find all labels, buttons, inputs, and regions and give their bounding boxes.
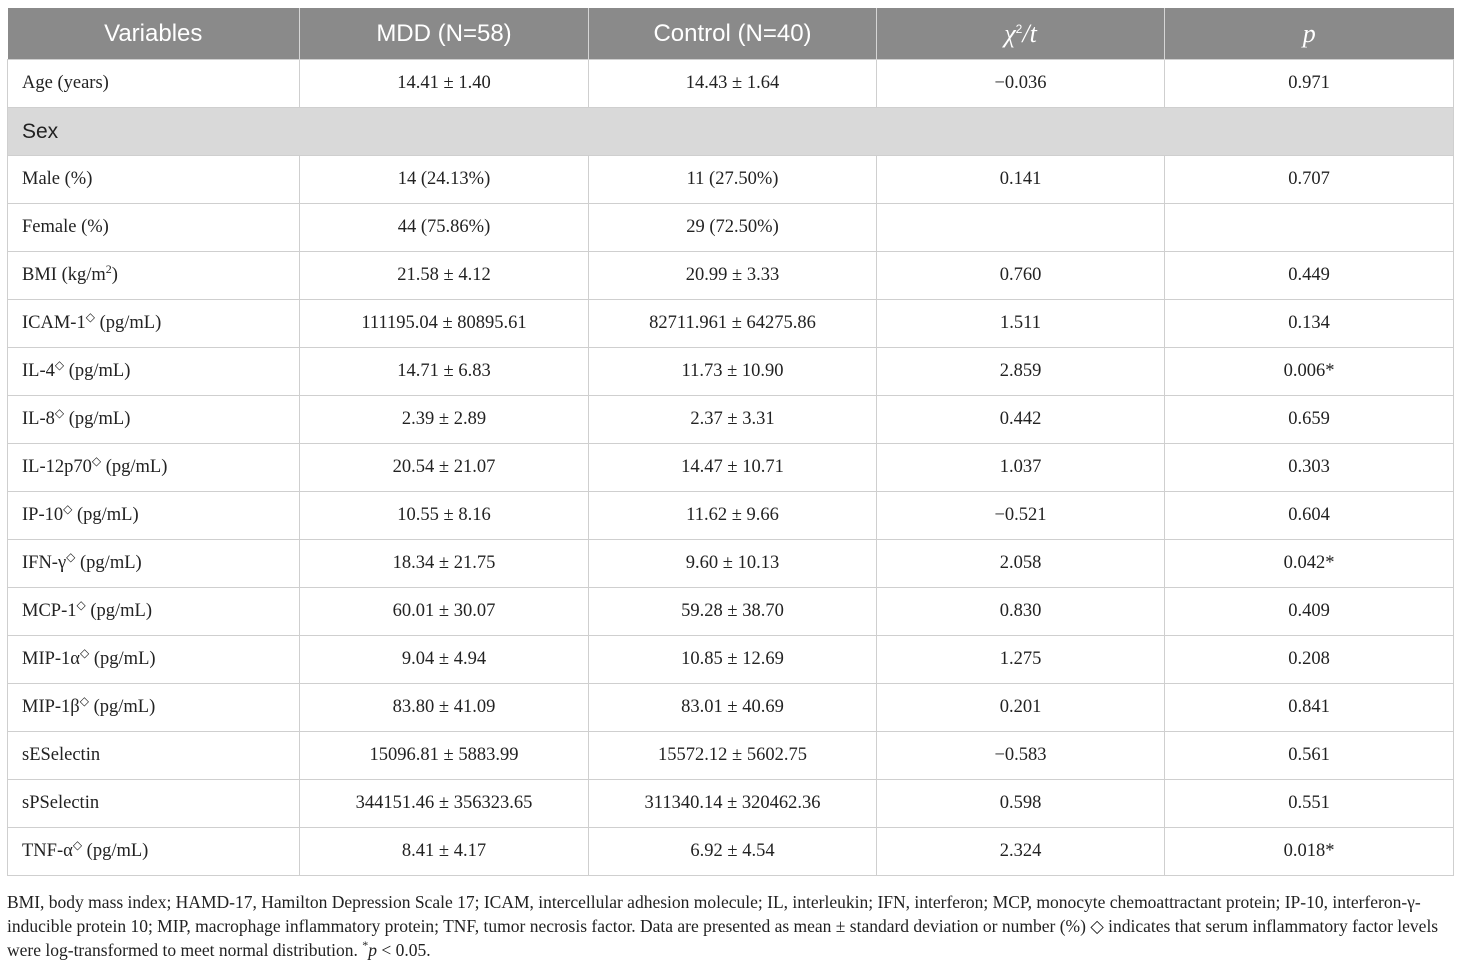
variable-name: sESelectin (22, 745, 101, 765)
cell-control: 9.60 ± 10.13 (589, 540, 877, 588)
header-row (8, 8, 1454, 60)
variable-name: BMI (kg/m (22, 265, 106, 285)
cell-p-value: 0.303 (1165, 444, 1454, 492)
variable-name: MIP-1α (22, 649, 81, 669)
cell-control: 83.01 ± 40.69 (589, 684, 877, 732)
cell-control: 59.28 ± 38.70 (589, 588, 877, 636)
cell-control: 10.85 ± 12.69 (589, 636, 877, 684)
cell-mdd: 8.41 ± 4.17 (300, 828, 589, 876)
cell-p-value: 0.208 (1165, 636, 1454, 684)
cell-mdd: 9.04 ± 4.94 (300, 636, 589, 684)
cell-p-value (1165, 204, 1454, 252)
cell-control: 15572.12 ± 5602.75 (589, 732, 877, 780)
cell-variable (8, 300, 300, 348)
cell-mdd: 15096.81 ± 5883.99 (300, 732, 589, 780)
variable-name: IL-4 (22, 361, 55, 381)
cell-p-value: 0.006* (1165, 348, 1454, 396)
header-chi-rest: /t (1022, 18, 1037, 48)
cell-mdd: 2.39 ± 2.89 (300, 396, 589, 444)
header-chi-symbol: χ (1004, 18, 1016, 48)
cell-variable (8, 588, 300, 636)
table-row (8, 780, 1454, 828)
cell-mdd: 111195.04 ± 80895.61 (300, 300, 589, 348)
cell-mdd: 14 (24.13%) (300, 156, 589, 204)
cell-statistic: −0.036 (877, 60, 1165, 108)
header-control: Control (N=40) (589, 8, 877, 60)
variable-name: ICAM-1 (22, 313, 86, 333)
variable-superscript: ◇ (66, 549, 76, 564)
section-row (8, 108, 1454, 156)
cell-statistic: −0.583 (877, 732, 1165, 780)
cell-p-value: 0.604 (1165, 492, 1454, 540)
cell-p-value: 0.018* (1165, 828, 1454, 876)
table-row (8, 732, 1454, 780)
header-chi-exponent: 2 (1015, 21, 1023, 36)
cell-variable (8, 780, 300, 828)
cell-statistic: 0.830 (877, 588, 1165, 636)
variable-name: Male (%) (22, 169, 93, 189)
cell-mdd: 14.41 ± 1.40 (300, 60, 589, 108)
table-row (8, 204, 1454, 252)
results-table-container (7, 8, 1453, 876)
header-p-label: p (1302, 18, 1316, 48)
variable-superscript: ◇ (54, 357, 65, 372)
variable-unit: (pg/mL) (82, 841, 149, 861)
cell-control: 11.73 ± 10.90 (589, 348, 877, 396)
cell-variable (8, 828, 300, 876)
cell-control: 6.92 ± 4.54 (589, 828, 877, 876)
cell-control: 29 (72.50%) (589, 204, 877, 252)
cell-p-value: 0.409 (1165, 588, 1454, 636)
cell-variable (8, 348, 300, 396)
footnote-threshold: < 0.05. (377, 940, 431, 960)
footnote-text: BMI, body mass index; HAMD-17, Hamilton Depression Scale 17; ICAM, intercellular adhesion molecule; IL, interleukin; IFN, interferon; MCP, monocyte chemoattractant protein; IP-10, interferon-γ-inducible protein 10; MIP, macrophage inflammatory protein; TNF, tumor necrosis factor. Data are presented as mean ± standard deviation or number (%) ◇ indicates that serum inflammatory factor levels were log-transformed to meet normal distribution. (7, 892, 1439, 960)
table-row (8, 636, 1454, 684)
cell-p-value: 0.707 (1165, 156, 1454, 204)
cell-mdd: 21.58 ± 4.12 (300, 252, 589, 300)
variable-name: IL-12p70 (22, 457, 92, 477)
table-row (8, 492, 1454, 540)
cell-variable (8, 204, 300, 252)
cell-variable (8, 60, 300, 108)
cell-mdd: 83.80 ± 41.09 (300, 684, 589, 732)
table-row (8, 396, 1454, 444)
variable-name: Age (years) (22, 73, 109, 93)
cell-variable (8, 396, 300, 444)
cell-statistic: −0.521 (877, 492, 1165, 540)
footnote-star: * (362, 938, 369, 953)
variable-unit: (pg/mL) (75, 553, 142, 573)
cell-statistic: 0.201 (877, 684, 1165, 732)
cell-p-value: 0.971 (1165, 60, 1454, 108)
header-variables: Variables (8, 8, 300, 60)
header-mdd: MDD (N=58) (300, 8, 589, 60)
table-row (8, 588, 1454, 636)
cell-statistic (877, 204, 1165, 252)
variable-superscript: ◇ (54, 405, 65, 420)
cell-statistic: 0.598 (877, 780, 1165, 828)
cell-control: 11.62 ± 9.66 (589, 492, 877, 540)
variable-superscript: ◇ (85, 309, 95, 324)
variable-name: MCP-1 (22, 601, 77, 621)
variable-superscript: 2 (105, 261, 112, 276)
cell-control: 14.47 ± 10.71 (589, 444, 877, 492)
cell-variable (8, 444, 300, 492)
cell-control: 2.37 ± 3.31 (589, 396, 877, 444)
cell-statistic: 1.275 (877, 636, 1165, 684)
cell-p-value: 0.551 (1165, 780, 1454, 828)
variable-name: IL-8 (22, 409, 55, 429)
variable-name: MIP-1β (22, 697, 80, 717)
cell-control: 20.99 ± 3.33 (589, 252, 877, 300)
variable-unit: (pg/mL) (89, 649, 156, 669)
cell-variable (8, 732, 300, 780)
cell-variable (8, 540, 300, 588)
variable-superscript: ◇ (79, 693, 89, 708)
header-statistic (877, 8, 1165, 60)
cell-statistic: 1.037 (877, 444, 1165, 492)
cell-statistic: 1.511 (877, 300, 1165, 348)
table-row (8, 252, 1454, 300)
variable-name: TNF-α (22, 841, 73, 861)
cell-control: 311340.14 ± 320462.36 (589, 780, 877, 828)
cell-p-value: 0.042* (1165, 540, 1454, 588)
cell-mdd: 44 (75.86%) (300, 204, 589, 252)
variable-unit: (pg/mL) (64, 361, 131, 381)
variable-unit: (pg/mL) (88, 697, 156, 717)
table-row (8, 156, 1454, 204)
cell-mdd: 20.54 ± 21.07 (300, 444, 589, 492)
table-row (8, 60, 1454, 108)
cell-statistic: 0.141 (877, 156, 1165, 204)
cell-p-value: 0.841 (1165, 684, 1454, 732)
cell-mdd: 60.01 ± 30.07 (300, 588, 589, 636)
cell-mdd: 344151.46 ± 356323.65 (300, 780, 589, 828)
cell-statistic: 0.442 (877, 396, 1165, 444)
variable-unit: (pg/mL) (101, 457, 168, 477)
variable-superscript: ◇ (63, 501, 73, 516)
cell-p-value: 0.449 (1165, 252, 1454, 300)
cell-control: 82711.961 ± 64275.86 (589, 300, 877, 348)
table-row (8, 348, 1454, 396)
variable-unit: (pg/mL) (85, 601, 153, 621)
variable-superscript: ◇ (76, 597, 86, 612)
footnote-p: p (368, 940, 378, 960)
table-row (8, 684, 1454, 732)
cell-statistic: 2.324 (877, 828, 1165, 876)
cell-variable (8, 156, 300, 204)
variable-name: IFN-γ (22, 553, 67, 573)
cell-p-value: 0.561 (1165, 732, 1454, 780)
cell-statistic: 2.058 (877, 540, 1165, 588)
table-footnote (7, 890, 1453, 962)
cell-p-value: 0.659 (1165, 396, 1454, 444)
table-row (8, 828, 1454, 876)
table-body (8, 60, 1454, 876)
variable-unit: ) (111, 265, 118, 285)
table-row (8, 444, 1454, 492)
variable-unit: (pg/mL) (94, 313, 162, 333)
variable-superscript: ◇ (91, 453, 102, 468)
variable-unit: (pg/mL) (64, 409, 131, 429)
cell-mdd: 10.55 ± 8.16 (300, 492, 589, 540)
section-label: Sex (8, 108, 1454, 156)
cell-control: 14.43 ± 1.64 (589, 60, 877, 108)
cell-variable (8, 684, 300, 732)
results-table (7, 8, 1454, 876)
variable-superscript: ◇ (72, 837, 83, 852)
variable-superscript: ◇ (80, 645, 90, 660)
cell-mdd: 14.71 ± 6.83 (300, 348, 589, 396)
cell-statistic: 2.859 (877, 348, 1165, 396)
header-p (1165, 8, 1454, 60)
cell-control: 11 (27.50%) (589, 156, 877, 204)
variable-name: sPSelectin (22, 793, 100, 813)
cell-mdd: 18.34 ± 21.75 (300, 540, 589, 588)
table-row (8, 540, 1454, 588)
cell-variable (8, 492, 300, 540)
cell-variable (8, 636, 300, 684)
variable-name: Female (%) (22, 217, 109, 237)
cell-statistic: 0.760 (877, 252, 1165, 300)
table-row (8, 300, 1454, 348)
cell-p-value: 0.134 (1165, 300, 1454, 348)
cell-variable (8, 252, 300, 300)
variable-unit: (pg/mL) (72, 505, 139, 525)
variable-name: IP-10 (22, 505, 64, 525)
